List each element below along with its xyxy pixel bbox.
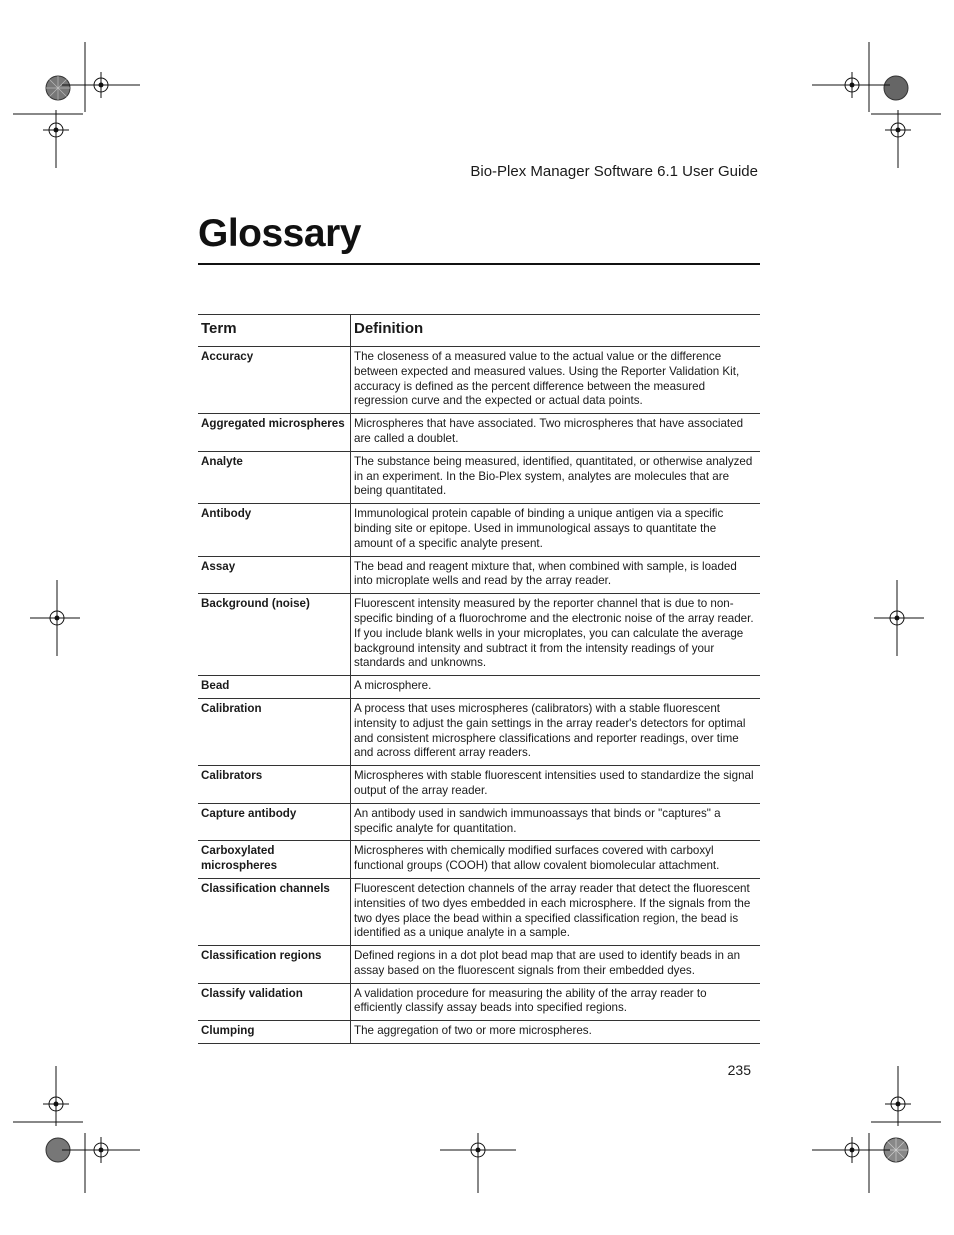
- table-row: [198, 676, 760, 699]
- crosshair-mark-icon: [440, 1133, 516, 1193]
- crosshair-mark-icon: [62, 1133, 142, 1193]
- table-row: [198, 878, 760, 945]
- term-cell: Accuracy: [198, 347, 351, 414]
- term-cell: Classify validation: [198, 983, 351, 1021]
- table-row: [198, 451, 760, 503]
- table-row: [198, 556, 760, 594]
- term-cell: Classification regions: [198, 946, 351, 984]
- glossary-table: [198, 314, 760, 1044]
- column-header-term: Term: [198, 315, 351, 347]
- crosshair-mark-icon: [30, 580, 80, 656]
- crosshair-mark-icon: [13, 110, 83, 170]
- definition-cell: An antibody used in sandwich immunoassays that binds or "captures" a specific analyte for quantitation.: [351, 803, 761, 841]
- definition-cell: Microspheres with stable fluorescent intensities used to standardize the signal output of the array reader.: [351, 766, 761, 804]
- table-row: [198, 803, 760, 841]
- term-cell: Analyte: [198, 451, 351, 503]
- definition-cell: Microspheres with chemically modified surfaces covered with carboxyl functional groups (COOH) that allow covalent biomolecular attachment.: [351, 841, 761, 879]
- term-cell: Carboxylated microspheres: [198, 841, 351, 879]
- definition-cell: Fluorescent intensity measured by the reporter channel that is due to non-specific binding of a fluorochrome and the electronic noise of the array reader. If you include blank wells in your microplates, you can calculate the average background intensity and subtract it from the intensity readings of your standards and unknowns.: [351, 594, 761, 676]
- table-row: [198, 841, 760, 879]
- crosshair-mark-icon: [13, 1066, 83, 1126]
- column-header-definition: Definition: [351, 315, 761, 347]
- glossary-rows: [198, 347, 760, 1044]
- table-row: [198, 594, 760, 676]
- table-row: [198, 347, 760, 414]
- definition-cell: A validation procedure for measuring the ability of the array reader to efficiently classify assay beads into specified regions.: [351, 983, 761, 1021]
- table-row: [198, 946, 760, 984]
- crosshair-mark-icon: [871, 110, 941, 170]
- table-row: [198, 1021, 760, 1044]
- definition-cell: Defined regions in a dot plot bead map that are used to identify beads in an assay based on the fluorescent signals from their embedded dyes.: [351, 946, 761, 984]
- definition-cell: The bead and reagent mixture that, when combined with sample, is loaded into microplate wells and read by the array reader.: [351, 556, 761, 594]
- table-row: [198, 766, 760, 804]
- table-row: [198, 414, 760, 452]
- table-header-row: [198, 315, 760, 347]
- definition-cell: Fluorescent detection channels of the array reader that detect the fluorescent intensities of two dyes embedded in each microsphere. If the signals from the two dyes place the bead within a specified classification region, the bead is identified as a unique analyte in a sample.: [351, 878, 761, 945]
- page-title: Glossary: [198, 212, 361, 255]
- term-cell: Bead: [198, 676, 351, 699]
- term-cell: Classification channels: [198, 878, 351, 945]
- term-cell: Background (noise): [198, 594, 351, 676]
- crosshair-mark-icon: [874, 580, 924, 656]
- definition-cell: The aggregation of two or more microspheres.: [351, 1021, 761, 1044]
- term-cell: Calibration: [198, 698, 351, 765]
- definition-cell: Microspheres that have associated. Two microspheres that have associated are called a doublet.: [351, 414, 761, 452]
- table-row: [198, 504, 760, 556]
- table-row: [198, 983, 760, 1021]
- definition-cell: A process that uses microspheres (calibrators) with a stable fluorescent intensity to adjust the gain settings in the array reader's detectors for optimal and consistent microsphere classifications and reporter readings, over time and across different array readers.: [351, 698, 761, 765]
- term-cell: Antibody: [198, 504, 351, 556]
- definition-cell: A microsphere.: [351, 676, 761, 699]
- running-header: Bio-Plex Manager Software 6.1 User Guide: [470, 163, 758, 180]
- term-cell: Capture antibody: [198, 803, 351, 841]
- term-cell: Assay: [198, 556, 351, 594]
- definition-cell: The substance being measured, identified, quantitated, or otherwise analyzed in an experiment. In the Bio-Plex system, analytes are molecules that are being quantitated.: [351, 451, 761, 503]
- term-cell: Calibrators: [198, 766, 351, 804]
- term-cell: Aggregated microspheres: [198, 414, 351, 452]
- term-cell: Clumping: [198, 1021, 351, 1044]
- definition-cell: Immunological protein capable of binding a unique antigen via a specific binding site or epitope. Used in immunological assays to quantitate the amount of a specific analyte present.: [351, 504, 761, 556]
- crosshair-mark-icon: [812, 1133, 892, 1193]
- page-number: 235: [727, 1062, 751, 1078]
- title-rule: [198, 263, 760, 265]
- table-row: [198, 698, 760, 765]
- crosshair-mark-icon: [871, 1066, 941, 1126]
- definition-cell: The closeness of a measured value to the actual value or the difference between expected and measured values. Using the Reporter Validation Kit, accuracy is defined as the percent difference between the measured regression curve and the expected or actual data points.: [351, 347, 761, 414]
